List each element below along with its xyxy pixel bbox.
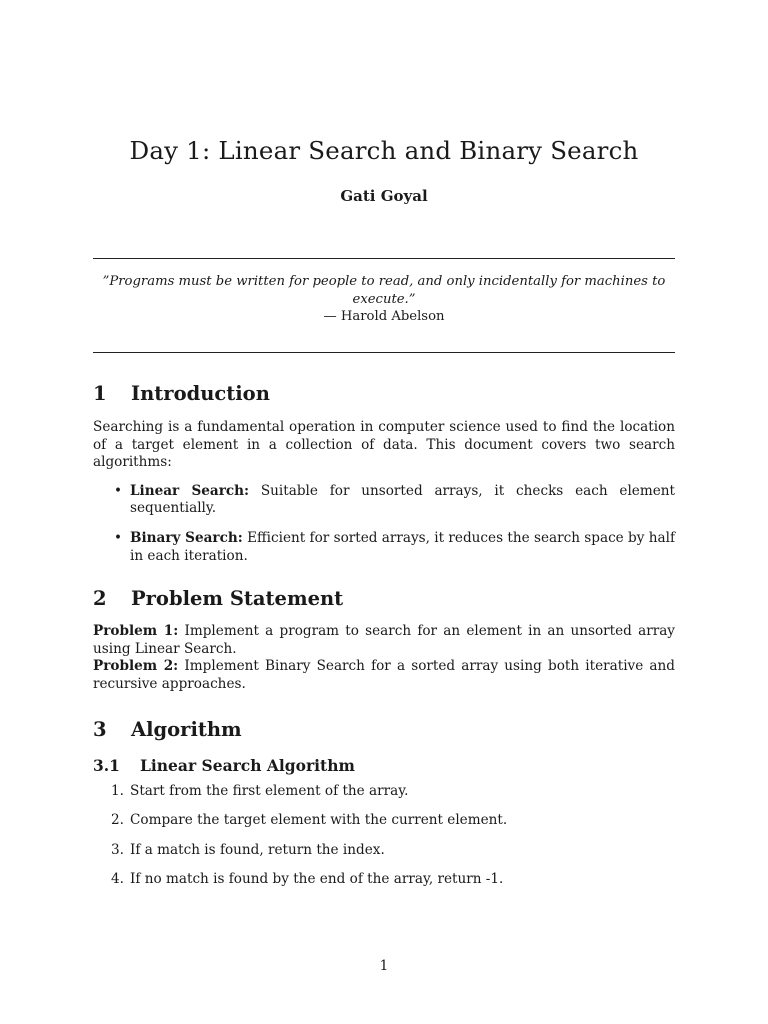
section-heading-algorithm: [93, 716, 675, 744]
list-item: [93, 530, 675, 565]
list-item: [93, 871, 675, 889]
problem-1: [93, 623, 675, 658]
linear-search-steps: [93, 783, 675, 889]
subsection-number: 3.1: [93, 755, 120, 775]
problem-2: [93, 658, 675, 693]
list-item-text: Suitable for unsorted arrays, it checks each element sequentially.: [130, 482, 675, 517]
section-heading-problem-statement: [93, 585, 675, 613]
step-number: 1.: [111, 782, 124, 799]
introduction-paragraph: Searching is a fundamental operation in computer science used to find the location of a target element in a collection of data. This document covers two search algorithms:: [93, 419, 675, 471]
epigraph: [100, 273, 668, 326]
list-item-text: Efficient for sorted arrays, it reduces the search space by half in each iteration.: [130, 529, 675, 564]
list-item-term: Binary Search:: [130, 529, 243, 546]
section-number: 2: [93, 587, 107, 611]
document-body: [93, 380, 675, 889]
list-item-term: Linear Search:: [130, 482, 250, 499]
step-text: Start from the first element of the array.: [130, 782, 409, 799]
list-item: [93, 483, 675, 518]
problem-text: Implement Binary Search for a sorted array using both iterative and recursive approaches.: [93, 658, 675, 692]
section-title: Algorithm: [131, 717, 242, 741]
section-title: Introduction: [131, 382, 270, 405]
bullet-marker: •: [114, 529, 123, 546]
document-title: Day 1: Linear Search and Binary Search: [129, 136, 639, 165]
step-number: 3.: [111, 841, 124, 858]
epigraph-bottom-rule: [93, 352, 675, 353]
problem-label: Problem 1:: [93, 623, 179, 640]
section-title: Problem Statement: [131, 587, 344, 611]
section-number: 1: [93, 382, 107, 405]
search-types-list: [93, 483, 675, 565]
problem-label: Problem 2:: [93, 658, 179, 675]
list-item: [93, 842, 675, 860]
section-number: 3: [93, 717, 107, 741]
subsection-title: Linear Search Algorithm: [140, 755, 355, 775]
subsection-heading-linear-search: [93, 755, 675, 777]
step-text: If no match is found by the end of the array, return -1.: [130, 871, 504, 888]
problem-text: Implement a program to search for an element in an unsorted array using Linear Search.: [93, 623, 675, 657]
page-number: 1: [379, 958, 389, 974]
step-text: If a match is found, return the index.: [130, 841, 385, 858]
list-item: [93, 783, 675, 801]
list-item: [93, 812, 675, 830]
step-text: Compare the target element with the current element.: [130, 812, 508, 829]
bullet-marker: •: [114, 482, 123, 499]
epigraph-text: ”Programs must be written for people to read, and only incidentally for machines to execute.”: [102, 274, 666, 307]
author-name: Gati Goyal: [340, 187, 428, 205]
epigraph-top-rule: [93, 258, 675, 259]
step-number: 2.: [111, 812, 124, 829]
step-number: 4.: [111, 871, 124, 888]
epigraph-attribution: — Harold Abelson: [323, 309, 445, 324]
section-heading-introduction: [93, 380, 675, 408]
